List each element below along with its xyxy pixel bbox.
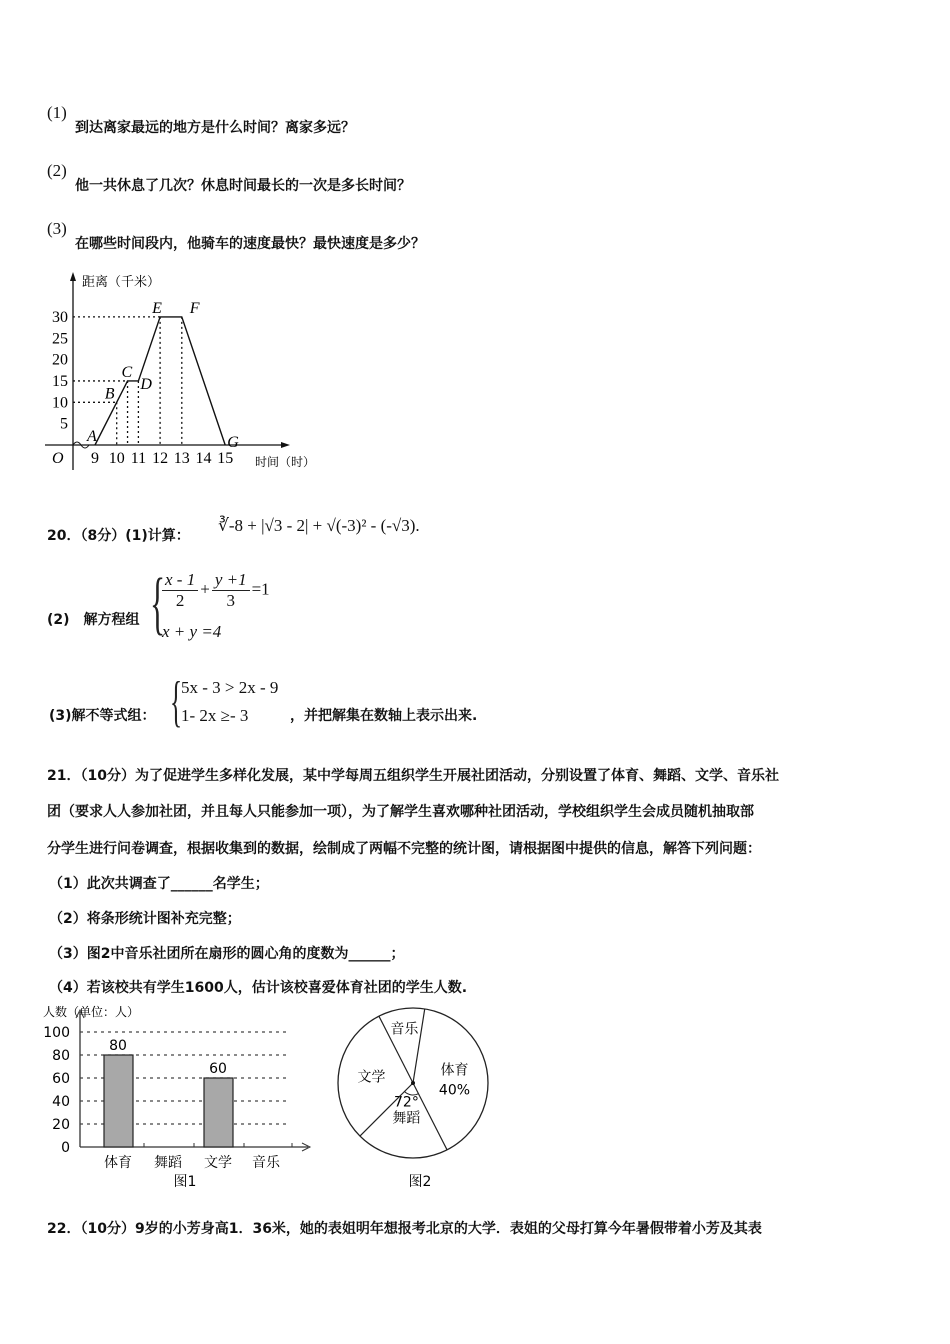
q21-line-2: 团（要求人人参加社团，并且每人只能参加一项），为了解学生喜欢哪种社团活动，学校组织学生会成员随机抽取部 — [47, 804, 754, 820]
equation-system-brace: { — [150, 565, 166, 642]
fraction-denominator: 2 — [175, 591, 185, 610]
minus-sign: - — [370, 516, 377, 535]
slice-label-音乐: 音乐 — [390, 1021, 419, 1038]
category-label: 舞蹈 — [154, 1155, 182, 1171]
bar-文学 — [204, 1078, 233, 1147]
category-label: 文学 — [204, 1155, 232, 1171]
y-axis-arrow — [70, 272, 76, 281]
figure-2-caption: 图2 — [408, 1174, 432, 1190]
q21-line-1: 21．（10分）为了促进学生多样化发展，某中学每周五组织学生开展社团活动，分别设置了体育、舞蹈、文学、音乐社 — [47, 768, 779, 784]
q20-part-3-label: (3)解不等式组： — [49, 708, 156, 724]
bar-value-label: 80 — [109, 1038, 127, 1054]
q20-header: 20．（8分）(1)计算： — [47, 528, 190, 544]
category-label: 体育 — [104, 1155, 132, 1171]
equation-2: x + y =4 — [162, 622, 222, 641]
point-label-B: B — [104, 385, 115, 403]
y-tick-label: 5 — [60, 415, 68, 433]
plus-sign: + — [200, 579, 210, 599]
x-tick-label: 12 — [152, 450, 169, 467]
abs-term: |√3 - 2| — [261, 516, 309, 535]
sqrt-term: √(-3)² — [326, 516, 367, 535]
figure-1-caption: 图1 — [173, 1174, 197, 1190]
bar-体育 — [104, 1055, 133, 1147]
x-axis-arrow — [281, 442, 290, 448]
slice-label-舞蹈: 舞蹈 — [392, 1110, 421, 1127]
y-axis-label: 距离（千米） — [82, 275, 161, 290]
x-tick-label: 14 — [195, 450, 212, 467]
q19-part-2-number: (2) — [47, 161, 67, 180]
q20-expression — [218, 516, 420, 536]
fraction-denominator: 3 — [226, 591, 235, 610]
inequality-system-brace: { — [170, 671, 183, 733]
x-axis-label: 时间（时） — [255, 455, 316, 469]
fraction-numerator: x - 1 — [165, 570, 196, 589]
inequality-1: 5x - 3 > 2x - 9 — [181, 678, 279, 697]
y-tick-label: 100 — [43, 1025, 70, 1041]
q21-line-3: 分学生进行问卷调查，根据收集到的数据，绘制成了两幅不完整的统计图，请根据图中提供的信息，解答下列问题： — [47, 841, 761, 857]
y-tick-label: 80 — [52, 1048, 70, 1064]
y-tick-label: 60 — [52, 1071, 70, 1087]
plus-sign: + — [247, 516, 257, 535]
slice-label-文学: 文学 — [357, 1069, 386, 1086]
q19-part-1-number: (1) — [47, 103, 67, 122]
point-label-A: A — [87, 428, 97, 445]
point-label-C: C — [121, 363, 133, 381]
q21-question-4: （4）若该校共有学生1600人，估计该校喜爱体育社团的学生人数. — [49, 980, 468, 996]
q20-part-3-tail: ，并把解集在数轴上表示出来. — [290, 708, 478, 724]
y-tick-label: 30 — [52, 308, 68, 326]
y-tick-label: 20 — [52, 1117, 70, 1133]
y-tick-label: 20 — [52, 351, 68, 369]
neg-sqrt-term: (-√3). — [380, 516, 420, 535]
slice-value-体育: 40% — [438, 1082, 471, 1099]
inequality-2: 1- 2x ≥- 3 — [181, 706, 249, 725]
q19-part-1-text: 到达离家最远的地方是什么时间？离家多远？ — [75, 120, 355, 136]
q19-part-3-number: (3) — [47, 219, 67, 238]
equation-1 — [160, 570, 270, 611]
bar-value-label: 60 — [209, 1061, 227, 1077]
pie-center — [411, 1081, 415, 1085]
origin-label: O — [52, 450, 64, 467]
x-tick-label: 10 — [108, 450, 125, 467]
fraction-numerator: y +1 — [214, 570, 247, 589]
q21-question-3: （3）图2中音乐社团所在扇形的圆心角的度数为______； — [49, 946, 405, 962]
q21-question-1: （1）此次共调查了______名学生； — [49, 876, 269, 892]
point-label-E: E — [152, 299, 162, 317]
y-tick-label: 0 — [61, 1140, 70, 1156]
y-tick-label: 15 — [52, 372, 68, 390]
y-axis-label: 人数（单位：人） — [43, 1005, 140, 1019]
q19-part-3-text: 在哪些时间段内，他骑车的速度最快？最快速度是多少？ — [75, 236, 425, 252]
slice-value-舞蹈: 72° — [394, 1094, 419, 1111]
y-tick-label: 25 — [52, 330, 68, 348]
plus-sign: + — [312, 516, 323, 535]
x-tick-label: 11 — [130, 450, 147, 467]
x-tick-label: 15 — [217, 450, 234, 467]
q21-question-2: （2）将条形统计图补充完整； — [49, 911, 241, 927]
q22-text: 22．（10分）9岁的小芳身高1．36米，她的表姐明年想报考北京的大学．表姐的父母打算今年暑假带着小芳及其表 — [47, 1221, 762, 1237]
x-tick-label: 9 — [91, 450, 99, 467]
point-label-F: F — [189, 299, 200, 317]
slice-label-体育: 体育 — [440, 1062, 469, 1079]
y-tick-label: 10 — [52, 394, 68, 412]
y-tick-label: 40 — [52, 1094, 70, 1110]
q20-part-2-label: (2) 解方程组 — [47, 612, 140, 628]
x-tick-label: 13 — [173, 450, 190, 467]
point-label-G: G — [227, 434, 239, 451]
point-label-D: D — [140, 375, 152, 393]
category-label: 音乐 — [252, 1155, 280, 1171]
equation-rhs: =1 — [251, 579, 270, 599]
q19-part-2-text: 他一共休息了几次？休息时间最长的一次是多长时间？ — [75, 178, 411, 194]
cube-root-term: ∛-8 — [218, 516, 243, 535]
